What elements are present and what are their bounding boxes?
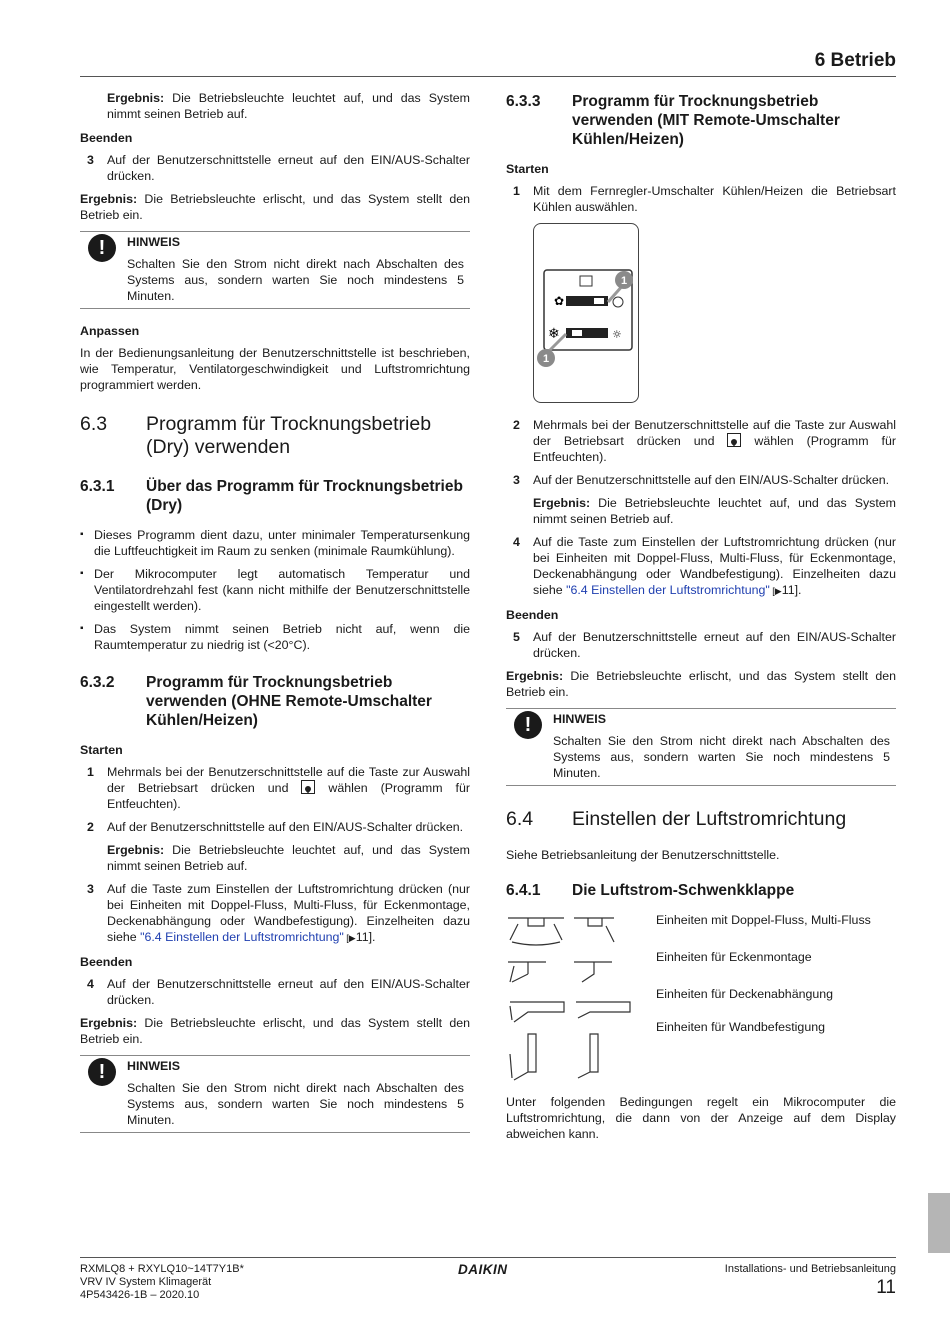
- section-6-3-3-heading: 6.3.3 Programm für Trocknungsbetrieb verwenden (MIT Remote-Umschalter Kühlen/Heizen): [506, 93, 840, 148]
- unit-label: Einheiten für Deckenabhängung: [656, 987, 834, 1001]
- footer-left: [80, 1263, 244, 1302]
- notice-text: Schalten Sie den Strom nicht direkt nach Abschalten des Systems aus, sondern warten Sie noch mindestens 5 Minuten.: [127, 1081, 464, 1127]
- anpassen-heading: Anpassen: [80, 324, 140, 338]
- step-item: 2 Auf der Benutzerschnittstelle auf den EIN/AUS-Schalter drücken.: [87, 820, 464, 834]
- beenden-heading: Beenden: [80, 955, 133, 969]
- notice-box: [506, 708, 896, 786]
- starten-heading: Starten: [80, 743, 123, 757]
- bullet-item: ▪ Das System nimmt seinen Betrieb nicht auf, wenn die Raumtemperatur zu niedrig ist (<20°C).: [80, 622, 470, 652]
- switch-badge: 1: [620, 275, 628, 287]
- result-start: Ergebnis: Die Betriebsleuchte leuchtet auf, und das System nimmt seinen Betrieb auf.: [107, 843, 470, 873]
- unit-label: Einheiten für Wandbefestigung: [656, 1020, 825, 1034]
- section-link[interactable]: "6.4 Einstellen der Luftstromrichtung": [140, 930, 344, 944]
- footer-model: RXMLQ8 + RXYLQ10~14T7Y1B*: [80, 1263, 244, 1275]
- warning-icon: !: [88, 234, 116, 262]
- notice-title: HINWEIS: [127, 235, 181, 249]
- step-item: 3 Auf der Benutzerschnittstelle auf den EIN/AUS-Schalter drücken.: [513, 473, 890, 487]
- left-column: [80, 90, 470, 1147]
- chapter-tab: [928, 1193, 950, 1253]
- right-column: [506, 90, 896, 1149]
- footer-doc: 4P543426-1B – 2020.10: [80, 1289, 200, 1301]
- svg-text:❄: ❄: [548, 326, 560, 342]
- unit-label: Einheiten für Eckenmontage: [656, 950, 812, 964]
- notice-title: HINWEIS: [553, 712, 607, 726]
- step-item: 4 Auf der Benutzerschnittstelle erneut auf den EIN/AUS-Schalter drücken.: [87, 977, 470, 1007]
- result-stop: Ergebnis: Die Betriebsleuchte erlischt, und das System stellt den Betrieb ein.: [80, 192, 470, 222]
- notice-box: [80, 1055, 470, 1133]
- footer-rule: [80, 1257, 896, 1258]
- chapter-title: 6 Betrieb: [814, 50, 896, 71]
- section-6-4-text: Siehe Betriebsanleitung der Benutzerschnittstelle.: [506, 848, 780, 862]
- result-start: Ergebnis: Die Betriebsleuchte leuchtet auf, und das System nimmt seinen Betrieb auf.: [107, 91, 470, 121]
- unit-label: Einheiten mit Doppel-Fluss, Multi-Fluss: [656, 913, 871, 927]
- dry-mode-icon: [301, 780, 315, 794]
- section-6-4-heading: 6.4 Einstellen der Luftstromrichtung: [506, 808, 847, 830]
- dry-mode-icon: [727, 433, 741, 447]
- step-item: 4 Auf die Taste zum Einstellen der Luftstromrichtung drücken (nur bei Einheiten mit Doppel-Fluss, Multi-Fluss, für Eckenmontage, Deckenabhängung oder Wandbefestigung). Einzelheiten dazu siehe "6.4 Einstellen der Luftstromrichtung" [▶11].: [513, 535, 896, 597]
- notice-text: Schalten Sie den Strom nicht direkt nach Abschalten des Systems aus, sondern warten Sie noch mindestens 5 Minuten.: [553, 734, 890, 780]
- daikin-logo: DAIKIN: [458, 1262, 508, 1277]
- notice-title: HINWEIS: [127, 1059, 181, 1073]
- notice-box: [80, 231, 470, 309]
- step-item: 3 Auf der Benutzerschnittstelle erneut auf den EIN/AUS-Schalter drücken.: [87, 153, 470, 183]
- page-number: 11: [876, 1277, 896, 1298]
- starten-heading: Starten: [506, 162, 549, 176]
- swing-flap-diagrams: [506, 912, 656, 1082]
- svg-text:✿: ✿: [554, 294, 565, 308]
- beenden-heading: Beenden: [80, 131, 133, 145]
- switch-badge: 1: [542, 353, 550, 365]
- footer-manual: Installations- und Betriebsanleitung: [724, 1263, 896, 1275]
- flap-illustrations: [506, 912, 656, 1086]
- step-item: 2 Mehrmals bei der Benutzerschnittstelle auf die Taste zur Auswahl der Betriebsart drücken und wählen (Programm für Entfeuchten).: [513, 418, 896, 464]
- closing-text: Unter folgenden Bedingungen regelt ein Mikrocomputer die Luftstromrichtung, die dann von der Anzeige auf dem Display abweichen kann.: [506, 1095, 896, 1141]
- warning-icon: !: [88, 1058, 116, 1086]
- step-item: 1 Mehrmals bei der Benutzerschnittstelle auf die Taste zur Auswahl der Betriebsart drücken und wählen (Programm für Entfeuchten).: [87, 765, 470, 811]
- section-link[interactable]: "6.4 Einstellen der Luftstromrichtung": [566, 583, 770, 597]
- beenden-heading: Beenden: [506, 608, 559, 622]
- bullet-item: ▪ Der Mikrocomputer legt automatisch Temperatur und Ventilatordrehzahl fest (kann nicht mithilfe der Benutzerschnittstelle eingestellt werden).: [80, 567, 470, 613]
- warning-icon: !: [514, 711, 542, 739]
- anpassen-text: In der Bedienungsanleitung der Benutzerschnittstelle ist beschrieben, wie Temperatur, Ventilatorgeschwindigkeit und Luftstromrichtung programmiert werden.: [80, 346, 470, 392]
- notice-text: Schalten Sie den Strom nicht direkt nach Abschalten des Systems aus, sondern warten Sie noch mindestens 5 Minuten.: [127, 257, 464, 303]
- cool-heat-switch-diagram: [534, 224, 640, 404]
- footer-system: VRV IV System Klimagerät: [80, 1276, 212, 1288]
- result-start: Ergebnis: Die Betriebsleuchte leuchtet auf, und das System nimmt seinen Betrieb auf.: [533, 496, 896, 526]
- unit-labels: [656, 912, 896, 1056]
- step-item: 1 Mit dem Fernregler-Umschalter Kühlen/Heizen die Betriebsart Kühlen auswählen.: [513, 184, 896, 214]
- header-rule: [80, 76, 896, 77]
- remote-switch-illustration: [533, 223, 639, 403]
- svg-text:☼: ☼: [612, 328, 622, 341]
- section-6-3-1-heading: 6.3.1 Über das Programm für Trocknungsbetrieb (Dry): [80, 478, 463, 514]
- step-item: 5 Auf der Benutzerschnittstelle erneut auf den EIN/AUS-Schalter drücken.: [513, 630, 896, 660]
- bullet-item: ▪ Dieses Programm dient dazu, unter minimaler Temperatursenkung die Luftfeuchtigkeit im Raum zu senken (minimale Raumkühlung).: [80, 528, 470, 558]
- flap-unit-table: [506, 912, 896, 1086]
- section-6-3-heading: 6.3 Programm für Trocknungsbetrieb (Dry) verwenden: [80, 413, 432, 458]
- section-6-3-2-heading: 6.3.2 Programm für Trocknungsbetrieb verwenden (OHNE Remote-Umschalter Kühlen/Heizen): [80, 674, 432, 729]
- result-stop: Ergebnis: Die Betriebsleuchte erlischt, und das System stellt den Betrieb ein.: [80, 1016, 470, 1046]
- result-stop: Ergebnis: Die Betriebsleuchte erlischt, und das System stellt den Betrieb ein.: [506, 669, 896, 699]
- section-6-4-1-heading: 6.4.1 Die Luftstrom-Schwenkklappe: [506, 882, 795, 899]
- step-item: 3 Auf die Taste zum Einstellen der Luftstromrichtung drücken (nur bei Einheiten mit Doppel-Fluss, Multi-Fluss, für Eckenmontage, Deckenabhängung oder Wandbefestigung). Einzelheiten dazu siehe "6.4 Einstellen der Luftstromrichtung" [▶11].: [87, 882, 470, 944]
